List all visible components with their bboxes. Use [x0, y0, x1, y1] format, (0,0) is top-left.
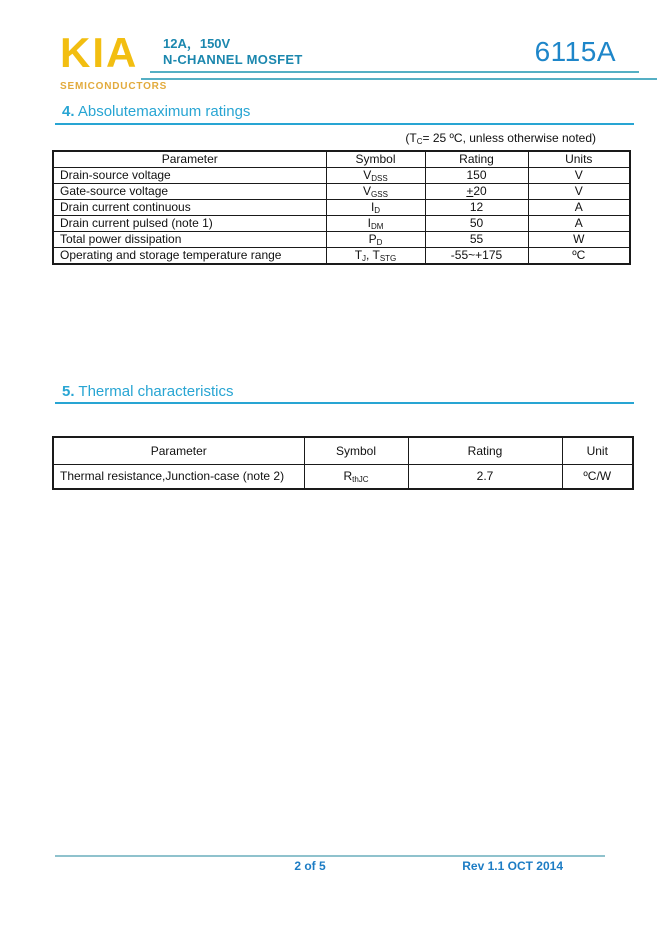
- param-cell: Drain current continuous: [53, 199, 326, 215]
- section-4-number: 4.: [62, 103, 75, 120]
- header-rule-top: [150, 71, 639, 73]
- rating-cell: -55~+175: [425, 247, 528, 264]
- table-row: [53, 199, 630, 215]
- param-cell: Total power dissipation: [53, 231, 326, 247]
- section-5-heading: [62, 383, 233, 400]
- thermal-table-body: [53, 464, 633, 489]
- rating-cell: 150: [425, 167, 528, 183]
- section-4-heading: [62, 103, 250, 120]
- table-header-cell: Rating: [408, 437, 562, 464]
- kia-logo: KIA: [60, 29, 139, 76]
- symbol-cell: $T_J$, $T_{STG}$: [326, 247, 425, 264]
- product-rating-line: 12A，150V: [163, 36, 231, 51]
- test-condition-note: ($T_C= 25$ ºC, unless otherwise noted): [405, 131, 596, 146]
- section-4-title: Absolutemaximum ratings: [74, 103, 251, 120]
- table-header-cell: Parameter: [53, 437, 304, 464]
- table-header-cell: Symbol: [304, 437, 408, 464]
- param-cell: Thermal resistance,Junction-case (note 2): [53, 464, 304, 489]
- part-number: 6115A: [534, 36, 616, 67]
- table-header-cell: Unit: [562, 437, 633, 464]
- table-header-cell: Units: [528, 151, 630, 167]
- unit-cell: A: [528, 215, 630, 231]
- table-header-cell: Rating: [425, 151, 528, 167]
- symbol-cell: $R_{thJC}$: [304, 464, 408, 489]
- symbol-cell: $P_D$: [326, 231, 425, 247]
- table-row: [53, 215, 630, 231]
- param-cell: Drain current pulsed (note 1): [53, 215, 326, 231]
- unit-cell: V: [528, 183, 630, 199]
- unit-cell: ºC: [528, 247, 630, 264]
- thermal-characteristics-table: [52, 436, 634, 490]
- table-row: [53, 183, 630, 199]
- section-5-title: Thermal characteristics: [74, 383, 234, 400]
- rating-cell: 2.7: [408, 464, 562, 489]
- param-cell: Drain-source voltage: [53, 167, 326, 183]
- unit-cell: ºC/W: [562, 464, 633, 489]
- table-header-cell: Symbol: [326, 151, 425, 167]
- table-header-row: [53, 437, 633, 464]
- section-4-underline: [55, 123, 634, 125]
- param-cell: Operating and storage temperature range: [53, 247, 326, 264]
- rating-cell: 12: [425, 199, 528, 215]
- rating-cell: 55: [425, 231, 528, 247]
- table-header-cell: Parameter: [53, 151, 326, 167]
- unit-cell: A: [528, 199, 630, 215]
- table-row: [53, 247, 630, 264]
- abs-max-table-body: [53, 167, 630, 264]
- section-5-number: 5.: [62, 383, 75, 400]
- brand-subtext: SEMICONDUCTORS: [60, 81, 168, 92]
- rating-cell: +20: [425, 183, 528, 199]
- section-5-underline: [55, 402, 634, 404]
- symbol-cell: $V_{DSS}$: [326, 167, 425, 183]
- table-row: [53, 231, 630, 247]
- unit-cell: W: [528, 231, 630, 247]
- table-header-row: [53, 151, 630, 167]
- unit-cell: V: [528, 167, 630, 183]
- symbol-cell: $I_D$: [326, 199, 425, 215]
- symbol-cell: $I_{DM}$: [326, 215, 425, 231]
- table-row: [53, 167, 630, 183]
- product-type-line: N-CHANNEL MOSFET: [163, 52, 303, 67]
- footer-rule: [55, 855, 605, 857]
- revision-label: Rev 1.1 OCT 2014: [462, 859, 563, 873]
- page-number: 2 of 5: [294, 859, 326, 873]
- param-cell: Gate-source voltage: [53, 183, 326, 199]
- rating-cell: 50: [425, 215, 528, 231]
- absolute-maximum-ratings-table: [52, 150, 631, 265]
- symbol-cell: $V_{GSS}$: [326, 183, 425, 199]
- header-rule-bottom: [141, 78, 657, 80]
- table-row: [53, 464, 633, 489]
